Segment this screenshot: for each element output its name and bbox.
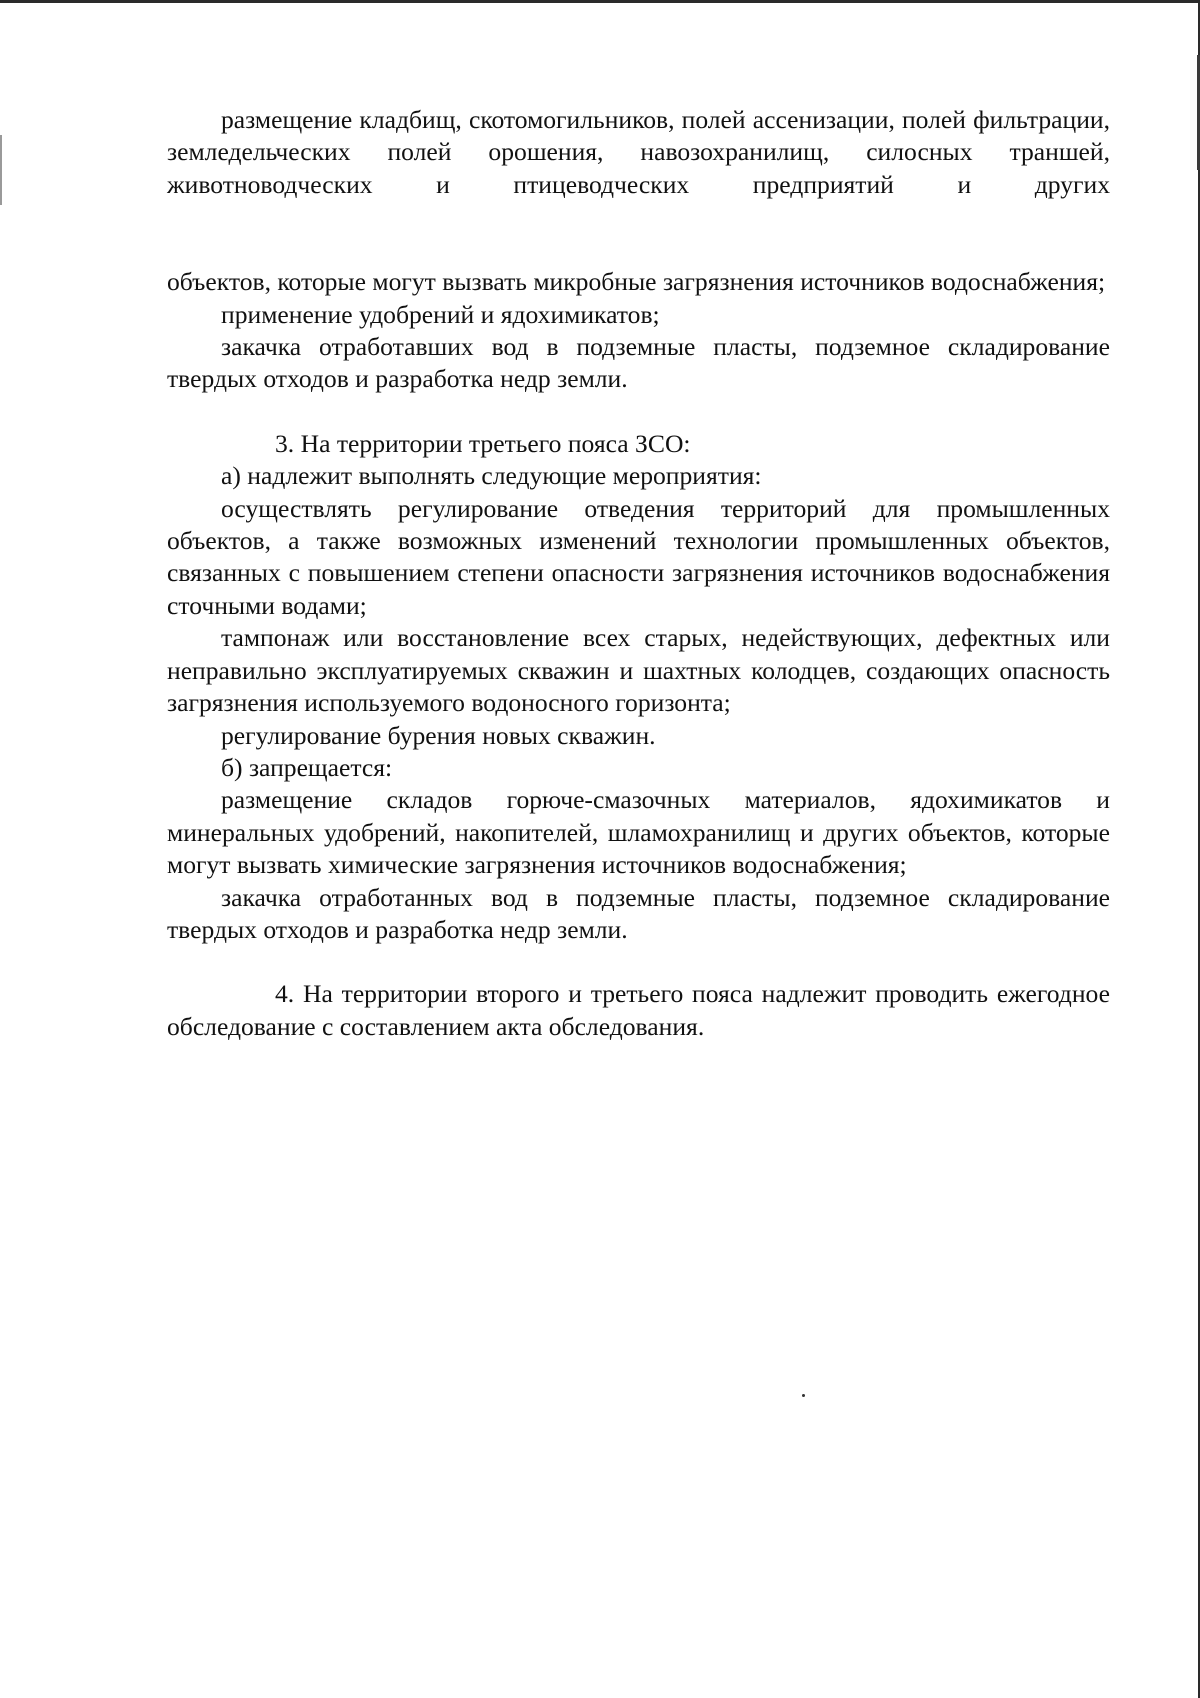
section-3-b-item-2: закачка отработанных вод в подземные пласты, подземное складирование твердых отходов и разработка недр земли.	[167, 882, 1110, 944]
scan-top-border	[0, 0, 1200, 3]
section-4	[167, 978, 1110, 1043]
paragraph-placement-list: размещение кладбищ, скотомогильников, полей ассенизации, полей фильтрации, земледельческих полей орошения, навозохранилищ, силосных траншей, животноводческих и птицеводческих предприятий и других	[167, 105, 1110, 199]
section-3-a-item-2: тампонаж или восстановление всех старых, недействующих, дефектных или неправильно эксплуатируемых скважин и шахтных колодцев, создающих опасность загрязнения используемого водоносного горизонта;	[167, 623, 1110, 718]
paragraph-injection-second-belt: закачка отработавших вод в подземные пласты, подземное складирование твердых отходов и разработка недр земли.	[167, 332, 1110, 394]
section-4-number: 4.	[275, 979, 295, 1009]
section-3-a-item-1: осуществлять регулирование отведения территорий для промышленных объектов, а также возможных изменений технологии промышленных объектов, связанных с повышением степени опасности загрязнения источников водоснабжения сточными водами;	[167, 493, 1110, 620]
section-3-title: На территории третьего пояса ЗСО:	[300, 428, 691, 458]
section-4-paragraph	[167, 978, 1110, 1043]
section-3-sub-b: б) запрещается:	[221, 752, 393, 782]
section-3-number: 3.	[275, 428, 295, 458]
paragraph-objects-microbial: объектов, которые могут вызвать микробные загрязнения источников водоснабжения;	[167, 267, 1106, 297]
section-3-sub-a: а) надлежит выполнять следующие мероприятия:	[221, 461, 762, 491]
scan-speck	[802, 1394, 805, 1397]
page-continuation	[167, 266, 1110, 396]
scan-left-edge-mark	[0, 135, 2, 205]
document-body	[167, 104, 1110, 1043]
section-4-text: На территории второго и третьего пояса надлежит проводить ежегодное обследование с составлением акта обследования.	[167, 979, 1110, 1041]
section-3	[167, 428, 1110, 947]
section-3-a-item-3: регулирование бурения новых скважин.	[221, 720, 656, 750]
section-3-b-item-1: размещение складов горюче-смазочных материалов, ядохимикатов и минеральных удобрений, накопителей, шламохранилищ и других объектов, которые могут вызвать химические загрязнения источников водоснабжения;	[167, 785, 1110, 880]
paragraph-fertilizers: применение удобрений и ядохимикатов;	[221, 299, 660, 329]
section-3-heading	[167, 428, 1110, 460]
